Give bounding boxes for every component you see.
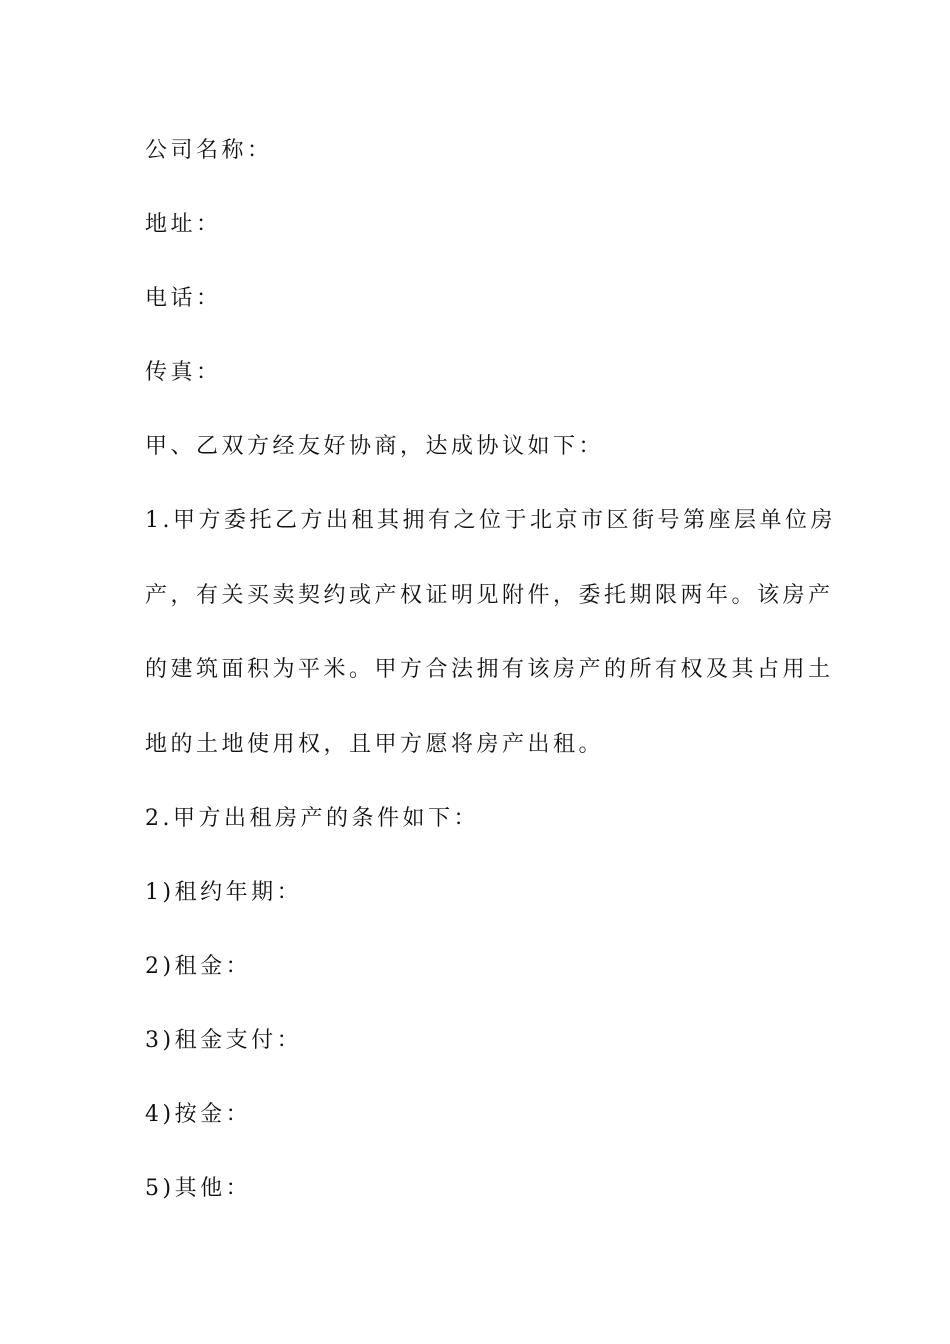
clause1-line: 的建筑面积为平米。甲方合法拥有该房产的所有权及其占用土: [145, 657, 834, 682]
clause1-line: 地的土地使用权，且甲方愿将房产出租。: [145, 731, 605, 757]
company-name-field: 公司名称：: [145, 138, 273, 163]
condition-lease-term: 1)租约年期：: [145, 880, 303, 905]
document-body: [145, 131, 836, 1243]
condition-rent: 2)租金：: [145, 954, 252, 979]
fax-field: 传真：: [145, 360, 222, 385]
clause2-title: 2.甲方出租房产的条件如下：: [145, 806, 479, 831]
clause1-line: 产，有关买卖契约或产权证明见附件，委托期限两年。该房产: [145, 582, 834, 608]
intro-text: 甲、乙双方经友好协商，达成协议如下：: [145, 434, 605, 459]
condition-rent-payment: 3)租金支付：: [145, 1028, 303, 1053]
condition-deposit: 4)按金：: [145, 1102, 252, 1127]
clause1-line: 1.甲方委托乙方出租其拥有之位于北京市区街号第座层单位房: [145, 508, 836, 533]
condition-other: 5)其他：: [145, 1176, 252, 1201]
phone-field: 电话：: [145, 286, 222, 311]
address-field: 地址：: [145, 212, 222, 237]
